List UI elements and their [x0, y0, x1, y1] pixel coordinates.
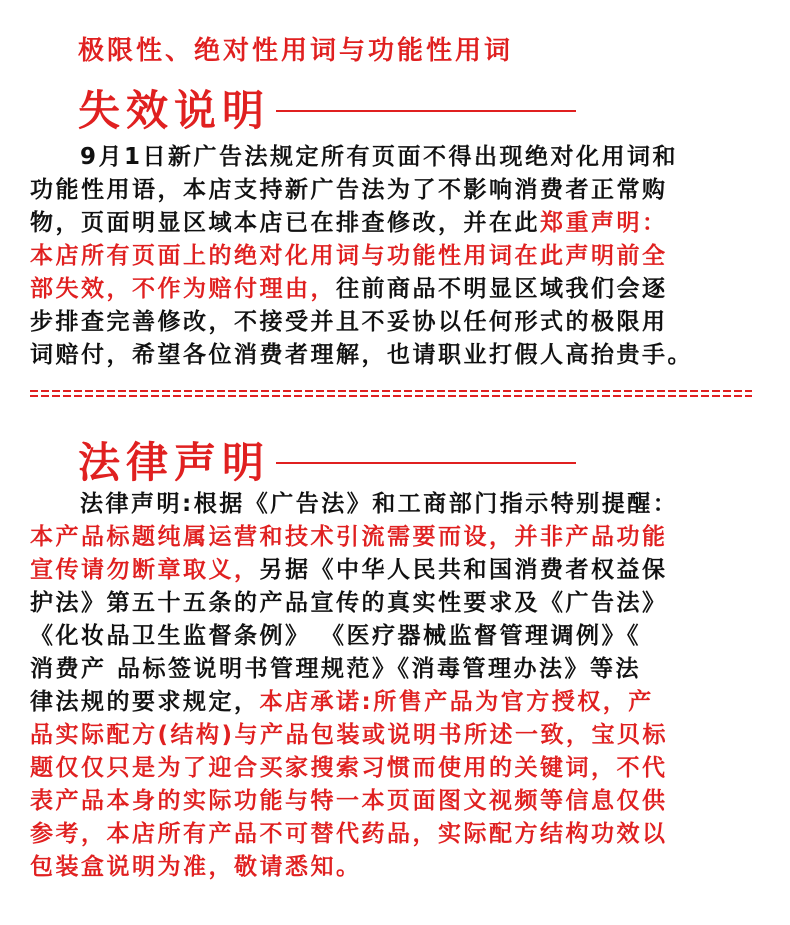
section-invalidation-heading	[78, 78, 576, 138]
body-text: 往前商品不明显区域我们会逐	[336, 276, 668, 302]
body-text: 消费产 品标签说明书管理规范》《消毒管理办法》等法	[30, 656, 642, 682]
highlighted-text: 表产品本身的实际功能与特一本页面图文视频等信息仅供	[30, 788, 668, 814]
text-line	[30, 488, 760, 521]
body-text: 步排查完善修改，不接受并且不妥协以任何形式的极限用	[30, 309, 668, 335]
body-text: 《化妆品卫生监督条例》 《医疗器械监督管理调例》《	[30, 623, 642, 649]
text-line	[30, 141, 760, 174]
highlighted-text: 参考，本店所有产品不可替代药品，实际配方结构功效以	[30, 821, 668, 847]
heading-rule	[276, 110, 576, 112]
body-text: 功能性用语，本店支持新广告法为了不影响消费者正常购	[30, 177, 668, 203]
highlighted-text: 部失效，不作为赔付理由，	[30, 276, 336, 302]
body-text: 护法》第五十五条的产品宣传的真实性要求及《广告法》	[30, 590, 668, 616]
text-line	[30, 653, 760, 686]
highlighted-text: 题仅仅只是为了迎合买家搜索习惯而使用的关键词，不代	[30, 755, 668, 781]
text-line	[30, 339, 760, 372]
body-text: 词赔付，希望各位消费者理解，也请职业打假人高抬贵手。	[30, 342, 693, 368]
text-line	[30, 620, 760, 653]
text-line	[30, 306, 760, 339]
text-line	[30, 686, 760, 719]
highlighted-text: 本店承诺:所售产品为官方授权，产	[259, 689, 654, 715]
text-line	[30, 851, 760, 884]
section-legal-title: 法律声明	[78, 438, 271, 487]
highlighted-text: 本店所有页面上的绝对化用词与功能性用词在此声明前全	[30, 243, 668, 269]
legal-statement	[30, 488, 760, 884]
text-line	[30, 240, 760, 273]
highlighted-text: 包装盒说明为准，敬请悉知。	[30, 854, 362, 880]
text-line	[30, 521, 760, 554]
body-text: 物，页面明显区域本店已在排查修改，并在此	[30, 210, 540, 236]
section-invalidation-title: 失效说明	[78, 86, 271, 135]
text-line	[30, 174, 760, 207]
text-line	[30, 207, 760, 240]
invalidation-statement	[30, 141, 760, 372]
page-subtitle: 极限性、绝对性用词与功能性用词	[78, 36, 514, 66]
body-text: 9月1日新广告法规定所有页面不得出现绝对化用词和	[80, 144, 679, 170]
text-line	[30, 818, 760, 851]
dashed-divider	[30, 390, 752, 397]
highlighted-text: 本产品标题纯属运营和技术引流需要而设，并非产品功能	[30, 524, 668, 550]
text-line	[30, 752, 760, 785]
text-line	[30, 587, 760, 620]
text-line	[30, 554, 760, 587]
text-line	[30, 719, 760, 752]
body-text: 另据《中华人民共和国消费者权益保	[259, 557, 668, 583]
highlighted-text: 品实际配方(结构)与产品包装或说明书所述一致，宝贝标	[30, 722, 669, 748]
heading-rule	[276, 462, 576, 464]
highlighted-text: 宣传请勿断章取义，	[30, 557, 260, 583]
body-text: 法律声明:根据《广告法》和工商部门指示特别提醒：	[80, 491, 679, 517]
section-legal-heading	[78, 430, 576, 490]
body-text: 律法规的要求规定，	[30, 689, 260, 715]
text-line	[30, 785, 760, 818]
text-line	[30, 273, 760, 306]
highlighted-text: 郑重声明：	[540, 210, 668, 236]
